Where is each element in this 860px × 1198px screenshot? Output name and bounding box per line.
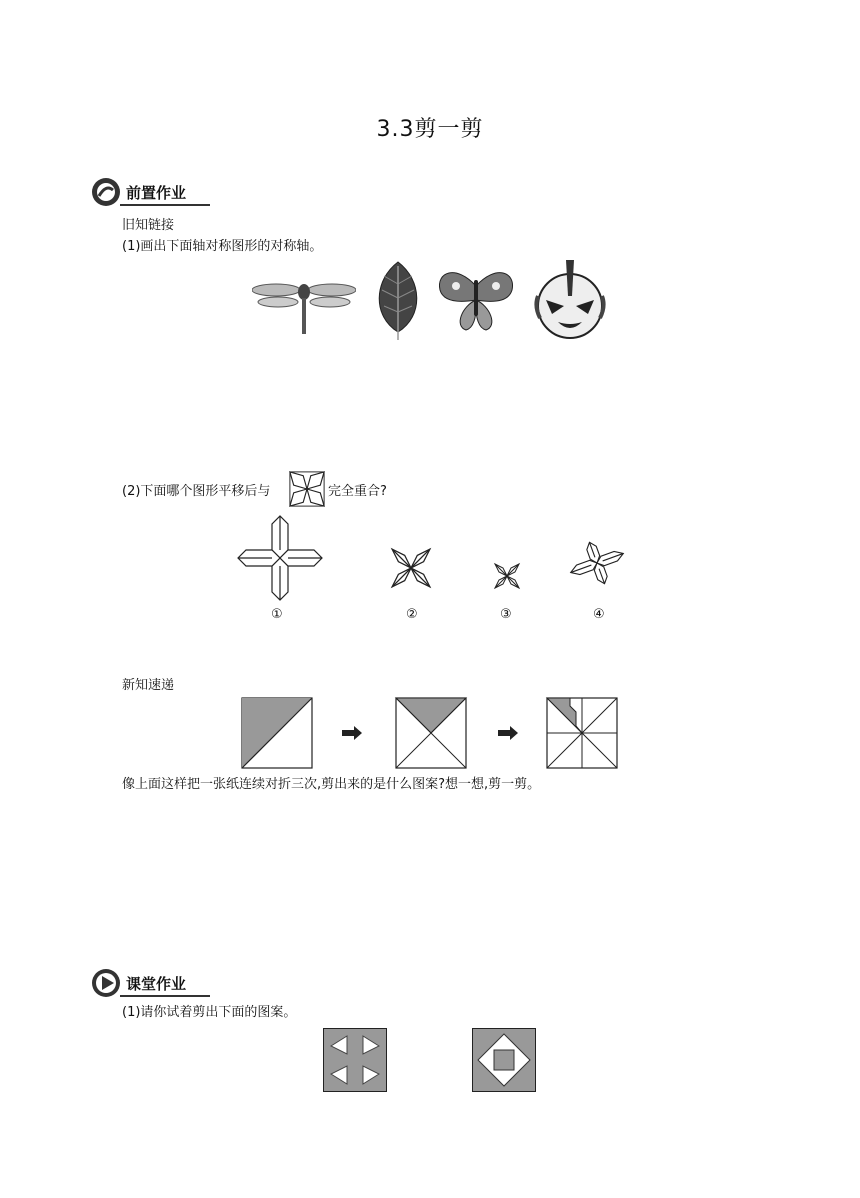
section-banner-preview [90, 176, 210, 208]
opera-mask-image [532, 260, 608, 340]
option-shape-4 [566, 540, 628, 586]
option-label-4: ④ [593, 607, 605, 622]
classwork-question-1-text: (1)请你试着剪出下面的图案。 [122, 1005, 297, 1020]
banner-underline [120, 995, 210, 997]
folding-steps-diagram [240, 696, 620, 770]
page-title: 3.3剪一剪 [376, 117, 484, 142]
question-1-text: (1)画出下面轴对称图形的对称轴。 [122, 239, 323, 254]
banner-underline [120, 204, 210, 206]
folding-question-text: 像上面这样把一张纸连续对折三次,剪出来的是什么图案?想一想,剪一剪。 [122, 777, 541, 792]
subheading-new-knowledge: 新知速递 [122, 678, 175, 693]
section-banner-label: 前置作业 [126, 183, 187, 202]
option-shape-2 [390, 547, 432, 589]
leaf-image [370, 260, 426, 342]
option-label-3: ③ [500, 607, 512, 622]
option-shape-3 [493, 562, 521, 590]
section-banner-label: 课堂作业 [126, 974, 187, 993]
butterfly-image [436, 266, 516, 336]
play-badge-icon [90, 967, 122, 999]
dragonfly-image [252, 258, 356, 338]
option-shape-1 [236, 514, 324, 602]
reference-cross-shape [288, 470, 326, 508]
question-2-text-after: 完全重合? [328, 484, 387, 499]
question-2-text-before: (2)下面哪个图形平移后与 [122, 484, 271, 499]
section-banner-classwork [90, 967, 210, 999]
option-label-2: ② [406, 607, 418, 622]
cut-pattern-1 [323, 1028, 387, 1092]
pencil-badge-icon [90, 176, 122, 208]
cut-pattern-2 [472, 1028, 536, 1092]
option-label-1: ① [271, 607, 283, 622]
subheading-old-knowledge: 旧知链接 [122, 218, 175, 233]
